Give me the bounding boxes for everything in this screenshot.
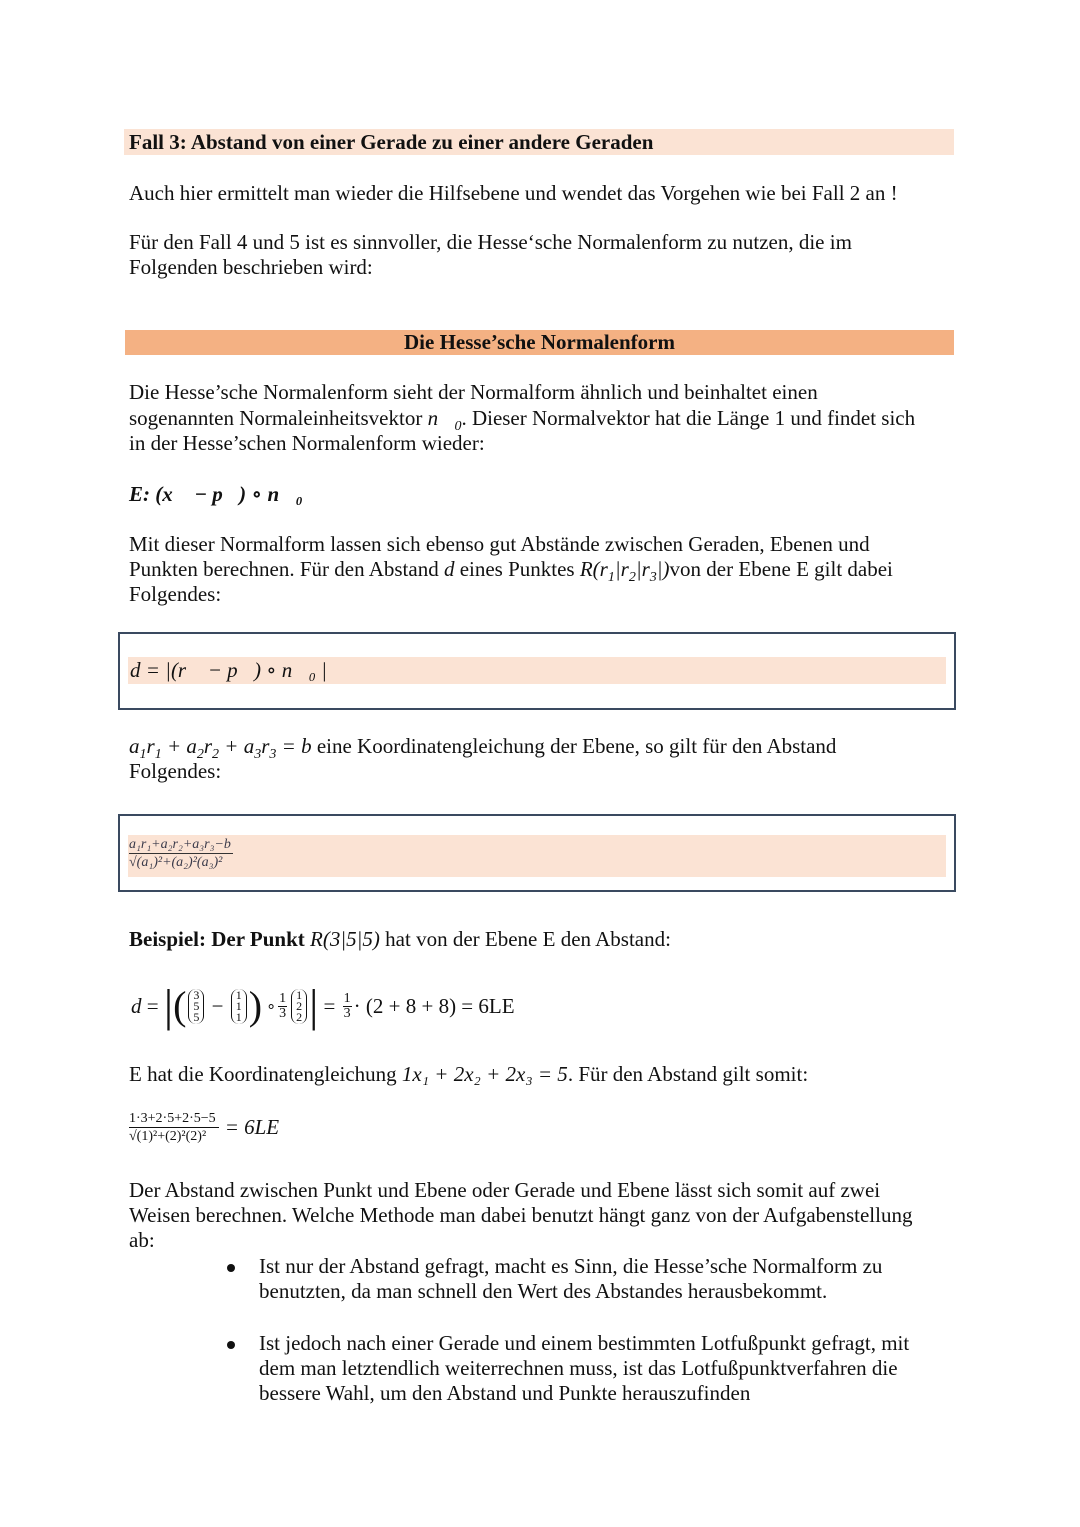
example-coord-text-b: . Für den Abstand gilt somit: (567, 1062, 809, 1086)
distance-symbol: d (443, 557, 455, 581)
hesse-p2-line2a: Punkten berechnen. Für den Abstand (129, 557, 444, 581)
formula-coord (129, 836, 233, 871)
summary-line1: Der Abstand zwischen Punkt und Ebene oder Gerade und Ebene lässt sich somit auf zwei (129, 1178, 881, 1202)
fall3-heading: Fall 3: Abstand von einer Gerade zu einer andere Geraden (129, 130, 654, 154)
example-frac-denominator: √(1)²+(2)²(2)² (129, 1129, 207, 1144)
formula-coord-numerator: a₁r₁+a₂r₂+a₃r₃−b (129, 837, 231, 852)
example-label: Beispiel: Der Punkt (129, 927, 311, 951)
bullet-2 (227, 1341, 235, 1349)
hesse-p2-line1: Mit dieser Normalform lassen sich ebenso gut Abstände zwischen Geraden, Ebenen und (129, 532, 870, 556)
example-fraction (129, 1110, 279, 1145)
bullet1-line1: Ist nur der Abstand gefragt, macht es Sinn, die Hesse’sche Normalform zu (259, 1254, 883, 1278)
hesse-p3-line1b: eine Koordinatengleichung der Ebene, so gilt für den Abstand (311, 734, 837, 758)
formula-coord-highlight (128, 835, 946, 877)
hesse-p3-line2: Folgendes: (129, 759, 222, 783)
formula-d: d = |(r⃗ − p⃗) ∘ n⃗₀ | (130, 658, 327, 682)
abs-close: | (309, 980, 319, 1031)
point-r: $R(r_1|r_2|r_3|)$ (579, 557, 670, 586)
formula-coord-box (118, 814, 956, 892)
hesse-p1-line3: in der Hesse’schen Normalenform wieder: (129, 431, 485, 455)
normal-unit-vector: $n⃗_0$ (427, 406, 462, 435)
paren-open: ( (173, 983, 187, 1028)
formula-d-box (118, 632, 956, 710)
coordinate-equation: $a_1r_1 + a_2r_2 + a_3r_3 = b$ (129, 734, 312, 763)
calc-result: · (2 + 8 + 8) = 6LE (353, 993, 515, 1018)
hesse-p1-line2b: . Dieser Normalvektor hat die Länge 1 und findet sich (461, 406, 916, 430)
vector-p: 1 1 1 (231, 989, 247, 1024)
calc-dot: ∘ (262, 998, 277, 1015)
hesse-p2-line2b: eines Punktes (454, 557, 580, 581)
bullet2-line3: bessere Wahl, um den Abstand und Punkte herauszufinden (259, 1381, 751, 1405)
intro-line-2: Folgenden beschrieben wird: (129, 255, 373, 279)
summary-line3: ab: (129, 1228, 155, 1252)
example-frac-result: = 6LE (224, 1115, 280, 1139)
example-label-rest: hat von der Ebene E den Abstand: (379, 927, 671, 951)
hesse-p2-line2c: von der Ebene E gilt dabei (669, 557, 893, 581)
example-coord-line (129, 1062, 808, 1087)
hesse-p1-line2a: sogenannten Normaleinheitsvektor (129, 406, 428, 430)
formula-E: E: (x⃗ − p⃗) ∘ n⃗₀ (129, 482, 303, 506)
bullet1-line2: benutzten, da man schnell den Wert des Abstandes herausbekommt. (259, 1279, 828, 1303)
example-frac-numerator: 1·3+2·5+2·5−5 (129, 1110, 219, 1128)
formula-coord-denominator: √(a₁)²+(a₂)²(a₃)² (129, 855, 223, 870)
example-calculation (131, 980, 515, 1032)
vector-r: 3 5 5 (188, 989, 204, 1024)
intro-line-1: Für den Fall 4 und 5 ist es sinnvoller, die Hesse‘sche Normalenform zu nutzen, die im (129, 230, 852, 254)
abs-open: | (163, 980, 174, 1031)
calc-minus: − (206, 993, 229, 1018)
calc-third-1: $\frac{1}{3}$ (279, 990, 287, 1021)
example-line (129, 927, 671, 952)
hesse-p2-line2 (129, 557, 893, 590)
paren-close: ) (248, 983, 263, 1028)
calc-third-2: $\frac{1}{3}$ (343, 990, 351, 1021)
bullet-1 (227, 1264, 235, 1272)
vector-n: 1 2 2 (291, 989, 307, 1024)
hesse-title: Die Hesse’sche Normalenform (404, 330, 675, 354)
example-coord-eq: 1x₁ + 2x₂ + 2x₃ = 5 (401, 1062, 568, 1086)
hesse-p3-line1 (129, 734, 836, 767)
fall3-text: Auch hier ermittelt man wieder die Hilfsebene und wendet das Vorgehen wie bei Fall 2 an ! (129, 181, 898, 205)
calc-eq2: = (318, 993, 341, 1018)
example-point: R(3|5|5) (310, 927, 380, 951)
calc-d: d (131, 993, 142, 1018)
hesse-p1-line1: Die Hesse’sche Normalenform sieht der Normalform ähnlich und beinhaltet einen (129, 380, 818, 404)
calc-eq1: = (141, 993, 164, 1018)
hesse-p2-line3: Folgendes: (129, 582, 222, 606)
example-coord-text-a: E hat die Koordinatengleichung (129, 1062, 402, 1086)
bullet2-line2: dem man letztendlich weiterrechnen muss, ist das Lotfußpunktverfahren die (259, 1356, 898, 1380)
summary-line2: Weisen berechnen. Welche Methode man dabei benutzt hängt ganz von der Aufgabenstellung (129, 1203, 913, 1227)
bullet2-line1: Ist jedoch nach einer Gerade und einem bestimmten Lotfußpunkt gefragt, mit (259, 1331, 910, 1355)
